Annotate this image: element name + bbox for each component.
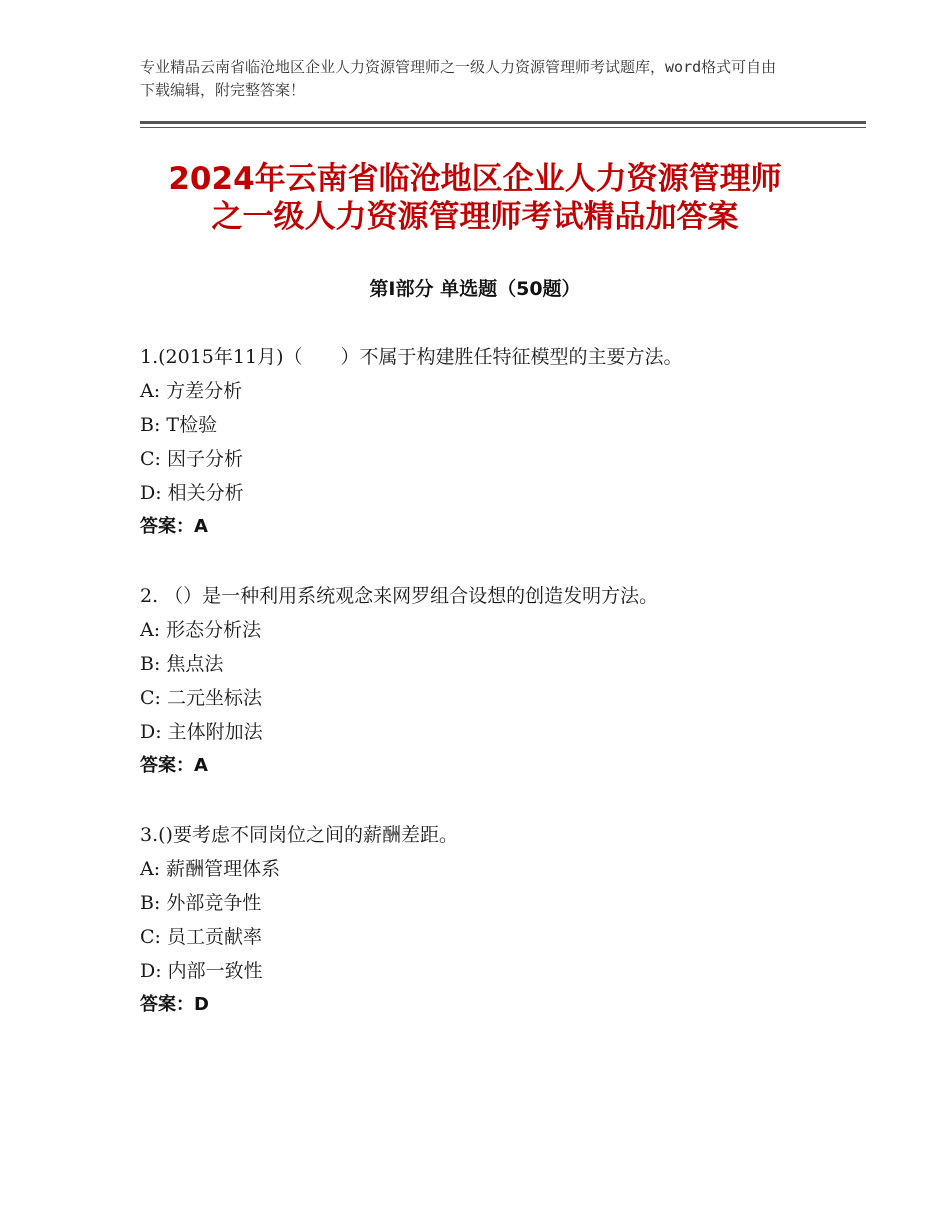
header-note: 专业精品云南省临沧地区企业人力资源管理师之一级人力资源管理师考试题库，word格式可自由下载编辑，附完整答案！ <box>140 58 777 99</box>
option-d: D: 相关分析 <box>140 482 244 504</box>
option-b: B: 焦点法 <box>140 653 224 675</box>
option-b: B: 外部竞争性 <box>140 892 262 914</box>
option-a: A: 形态分析法 <box>140 619 262 641</box>
question-3 <box>140 818 840 1022</box>
option-c: C: 二元坐标法 <box>140 687 262 709</box>
title-line-1: 2024年云南省临沧地区企业人力资源管理师 <box>168 161 782 197</box>
option-b: B: T检验 <box>140 414 218 436</box>
question-2 <box>140 579 840 783</box>
header-divider-thick <box>140 121 866 124</box>
option-c: C: 员工贡献率 <box>140 926 262 948</box>
document-title <box>100 160 850 236</box>
answer: 答案：A <box>140 516 208 537</box>
option-d: D: 内部一致性 <box>140 960 263 982</box>
option-a: A: 方差分析 <box>140 380 243 402</box>
header-divider-thin <box>140 127 866 128</box>
option-d: D: 主体附加法 <box>140 721 263 743</box>
option-c: C: 因子分析 <box>140 448 243 470</box>
section-heading: 第Ⅰ部分 单选题（50题） <box>369 278 581 300</box>
option-a: A: 薪酬管理体系 <box>140 858 281 880</box>
question-stem: 1.(2015年11月)（ ）不属于构建胜任特征模型的主要方法。 <box>140 346 683 368</box>
title-line-2: 之一级人力资源管理师考试精品加答案 <box>211 199 739 235</box>
answer: 答案：D <box>140 994 209 1015</box>
question-stem: 3.()要考虑不同岗位之间的薪酬差距。 <box>140 824 458 846</box>
question-1 <box>140 340 840 544</box>
question-stem: 2. （）是一种利用系统观念来网罗组合设想的创造发明方法。 <box>140 585 659 607</box>
answer: 答案：A <box>140 755 208 776</box>
